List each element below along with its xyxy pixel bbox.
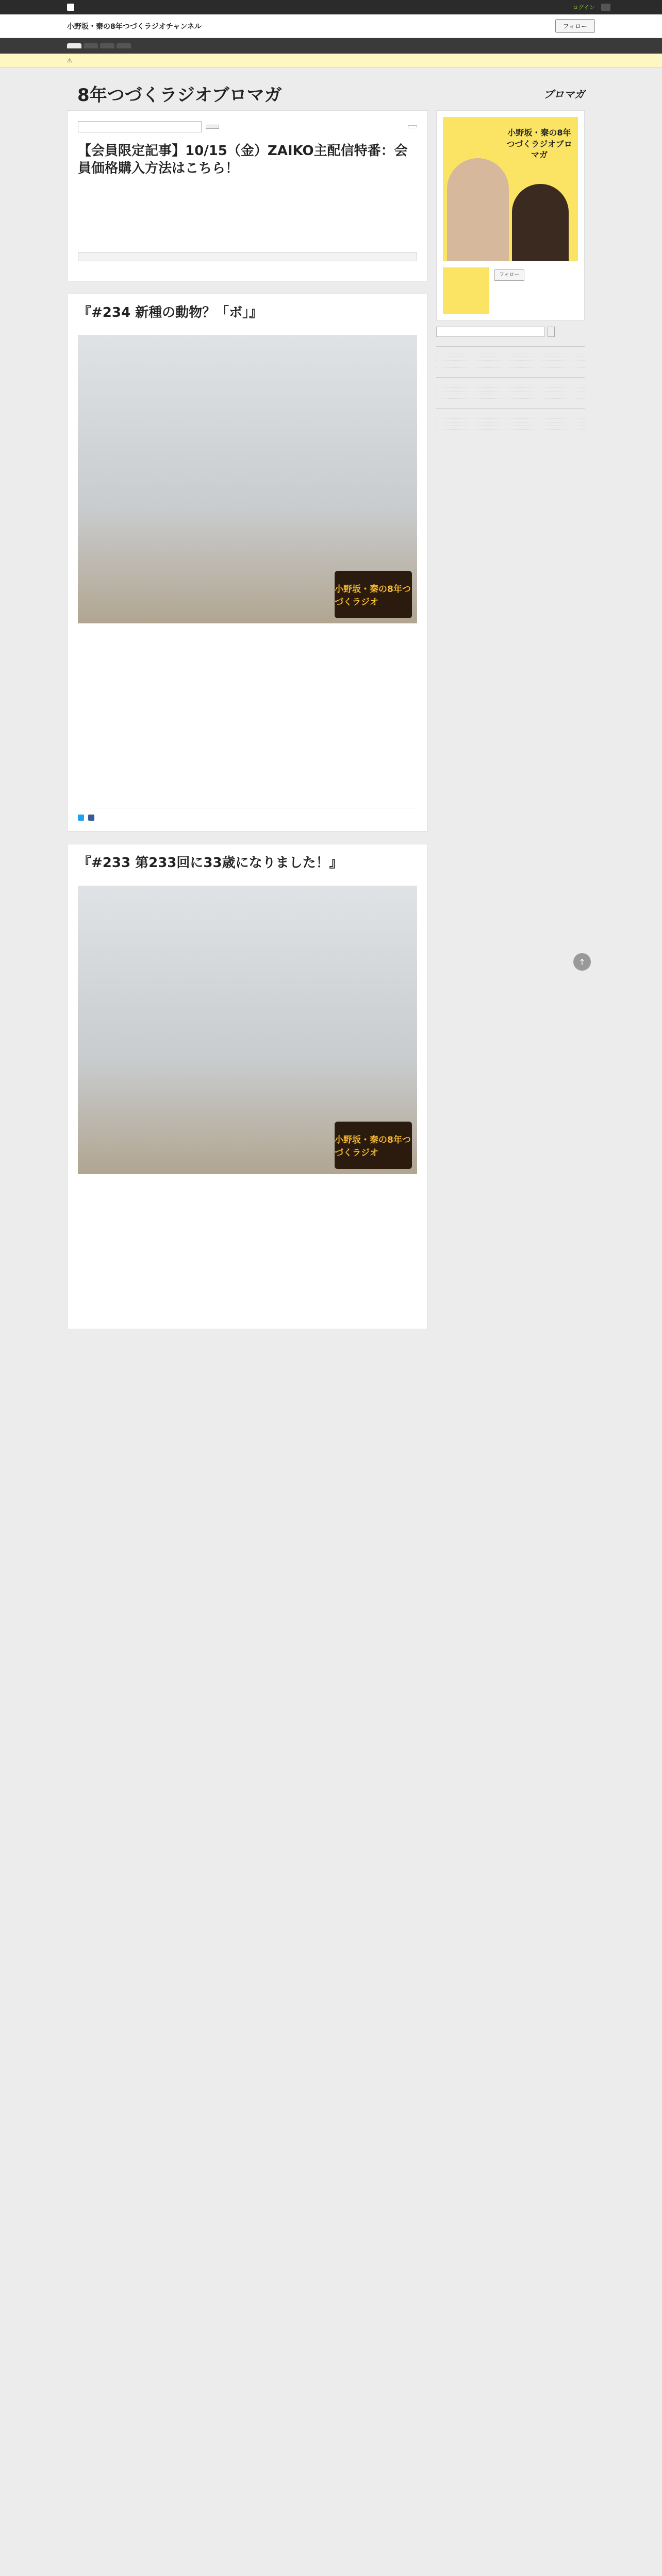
recent-list bbox=[436, 350, 585, 368]
list-item[interactable] bbox=[436, 364, 585, 368]
channel-name[interactable]: 小野坂・秦の8年つづくラジオチャンネル bbox=[67, 22, 202, 31]
channel-header bbox=[0, 14, 662, 38]
sidebar-search-input[interactable] bbox=[436, 327, 544, 337]
article-paragraph bbox=[78, 741, 417, 745]
main-column bbox=[67, 110, 428, 1342]
channel-icon[interactable] bbox=[443, 267, 489, 314]
host-photo-right bbox=[512, 184, 569, 261]
arrow-up-icon[interactable]: ↑ bbox=[573, 953, 591, 971]
list-item[interactable] bbox=[436, 430, 585, 433]
member-only-box[interactable] bbox=[78, 252, 417, 261]
list-item[interactable] bbox=[436, 395, 585, 399]
article-paragraph bbox=[78, 1238, 417, 1242]
article-paragraph bbox=[78, 634, 417, 638]
list-item[interactable] bbox=[436, 412, 585, 415]
category-heading bbox=[436, 406, 585, 409]
article-card bbox=[67, 844, 428, 1329]
article-paragraph bbox=[78, 674, 417, 678]
article-paragraph bbox=[78, 714, 417, 718]
blog-thumbnail-box bbox=[436, 110, 585, 320]
blog-thumbnail[interactable] bbox=[443, 117, 578, 261]
archive-heading bbox=[436, 375, 585, 378]
article-paragraph bbox=[78, 1198, 417, 1202]
global-navigation-bar bbox=[0, 0, 662, 14]
list-item[interactable] bbox=[436, 353, 585, 357]
search-row bbox=[78, 121, 417, 132]
article-paragraph bbox=[78, 225, 417, 229]
sidebar-search-button[interactable] bbox=[548, 327, 555, 337]
article-paragraph bbox=[78, 1225, 417, 1229]
list-item[interactable] bbox=[436, 419, 585, 422]
article-title[interactable]: 『#234 新種の動物？「ボ」』 bbox=[78, 304, 263, 320]
menu-icon[interactable] bbox=[601, 4, 610, 11]
list-item[interactable] bbox=[436, 426, 585, 430]
blomaga-logo[interactable]: ブロマガ bbox=[543, 88, 585, 100]
article-title[interactable]: 【会員限定記事】10/15（金）ZAIKO主配信特番：会員価格購入方法はこちら！ bbox=[78, 143, 408, 176]
article-paragraph bbox=[78, 794, 417, 799]
article-paragraph bbox=[78, 768, 417, 772]
archive-list bbox=[436, 381, 585, 399]
article-paragraph bbox=[78, 687, 417, 691]
article-paragraph bbox=[78, 1184, 417, 1189]
search-input[interactable] bbox=[78, 121, 202, 132]
host-photo-left bbox=[447, 158, 509, 261]
twitter-icon[interactable] bbox=[78, 815, 84, 821]
blog-header bbox=[67, 76, 595, 110]
article-paragraph bbox=[78, 647, 417, 651]
facebook-icon[interactable] bbox=[88, 815, 94, 821]
program-logo-stamp: 小野坂・秦の8年つづくラジオ bbox=[335, 571, 412, 618]
article-paragraph bbox=[78, 754, 417, 758]
list-item[interactable] bbox=[436, 381, 585, 384]
article-paragraph bbox=[78, 781, 417, 785]
feed-button[interactable] bbox=[408, 125, 417, 128]
article-paragraph bbox=[78, 1305, 417, 1309]
article-paragraph bbox=[78, 701, 417, 705]
list-item[interactable] bbox=[436, 392, 585, 395]
notice-bar bbox=[0, 54, 662, 68]
notice-icon: ⚠ bbox=[67, 57, 72, 64]
search-button[interactable] bbox=[206, 125, 219, 129]
article-paragraph bbox=[78, 1292, 417, 1296]
article-paragraph bbox=[78, 1278, 417, 1282]
channel-tabs bbox=[0, 38, 662, 54]
article-paragraph bbox=[78, 727, 417, 732]
sidebar-follow-button[interactable]: フォロー bbox=[494, 269, 524, 281]
follow-button[interactable]: フォロー bbox=[555, 19, 595, 33]
list-item[interactable] bbox=[436, 388, 585, 392]
blog-title[interactable]: 8年つづくラジオブロマガ bbox=[77, 84, 282, 106]
list-item[interactable] bbox=[436, 384, 585, 388]
list-item[interactable] bbox=[436, 361, 585, 364]
tab-video[interactable] bbox=[84, 43, 98, 48]
recent-heading bbox=[436, 344, 585, 347]
tab-live[interactable] bbox=[100, 43, 114, 48]
channel-info bbox=[494, 267, 524, 314]
tab-blog[interactable] bbox=[117, 43, 131, 48]
article-card bbox=[67, 110, 428, 281]
sidebar-search bbox=[436, 327, 585, 337]
article-paragraph bbox=[78, 212, 417, 216]
article-photo bbox=[78, 886, 417, 1174]
article-paragraph bbox=[78, 1251, 417, 1256]
article-paragraph bbox=[78, 1265, 417, 1269]
article-paragraph bbox=[78, 660, 417, 665]
content-wrapper bbox=[67, 110, 595, 1342]
article-paragraph bbox=[78, 239, 417, 243]
article-title[interactable]: 『#233 第233回に33歳になりました！』 bbox=[78, 855, 343, 871]
login-link[interactable]: ログイン bbox=[572, 4, 595, 11]
category-list bbox=[436, 412, 585, 433]
sidebar bbox=[436, 110, 585, 433]
thumbnail-title: 小野坂・秦の8年つづくラジオブロマガ bbox=[506, 128, 572, 160]
article-photo bbox=[78, 335, 417, 623]
list-item[interactable] bbox=[436, 350, 585, 353]
article-footer bbox=[78, 808, 417, 821]
channel-info-row bbox=[443, 267, 578, 314]
article-paragraph bbox=[78, 1211, 417, 1215]
article-paragraph bbox=[78, 185, 417, 189]
program-logo-stamp: 小野坂・秦の8年つづくラジオ bbox=[335, 1122, 412, 1169]
list-item[interactable] bbox=[436, 357, 585, 361]
list-item[interactable] bbox=[436, 422, 585, 426]
tab-top[interactable] bbox=[67, 43, 81, 48]
niconico-logo-icon[interactable] bbox=[67, 4, 74, 11]
article-card bbox=[67, 294, 428, 832]
list-item[interactable] bbox=[436, 415, 585, 419]
article-paragraph bbox=[78, 198, 417, 202]
